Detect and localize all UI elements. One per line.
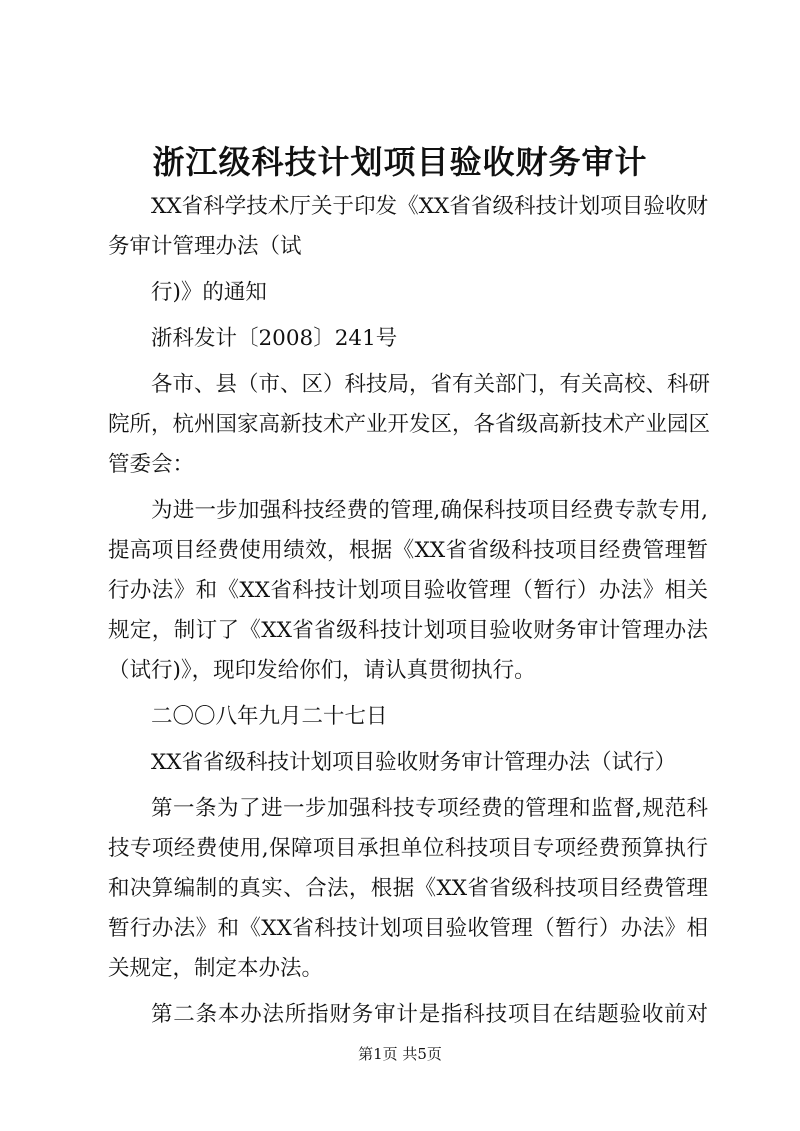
body-text-line: 二〇〇八年九月二十七日 <box>151 704 388 729</box>
body-text-line: 和决算编制的真实、合法，根据《XX省省级科技项目经费管理 <box>108 876 708 901</box>
body-text-line: 各市、县（市、区）科技局，省有关部门，有关高校、科研 <box>151 372 711 397</box>
body-text-line: 第一条为了进一步加强科技专项经费的管理和监督,规范科 <box>151 796 708 821</box>
body-text-line: 行办法》和《XX省科技计划项目验收管理（暂行）办法》相关 <box>108 578 708 603</box>
body-text-line: XX省省级科技计划项目验收财务审计管理办法（试行） <box>151 750 677 775</box>
body-text-line: 暂行办法》和《XX省科技计划项目验收管理（暂行）办法》相 <box>108 916 708 941</box>
body-text-line: 技专项经费使用,保障项目承担单位科技项目专项经费预算执行 <box>108 836 708 861</box>
body-text-line: 为进一步加强科技经费的管理,确保科技项目经费专款专用, <box>151 498 708 523</box>
body-text-line: 关规定，制定本办法。 <box>108 956 324 981</box>
body-text-line: 行)》的通知 <box>151 280 267 305</box>
body-text-line: 务审计管理办法（试 <box>108 234 302 259</box>
body-text-line: （试行)》，现印发给你们，请认真贯彻执行。 <box>108 658 536 683</box>
document-body <box>108 187 711 1035</box>
body-text-line: 浙科发计〔2008〕241号 <box>151 326 398 351</box>
body-text-line: XX省科学技术厅关于印发《XX省省级科技计划项目验收财 <box>151 194 708 219</box>
body-text-line: 规定，制订了《XX省省级科技计划项目验收财务审计管理办法 <box>108 618 708 643</box>
body-text-line: 提高项目经费使用绩效，根据《XX省省级科技项目经费管理暂 <box>108 538 708 563</box>
body-text-line: 院所，杭州国家高新技术产业开发区，各省级高新技术产业园区 <box>108 412 711 437</box>
body-text-line: 管委会： <box>108 452 195 477</box>
page-footer: 第1页 共5页 <box>358 1045 442 1063</box>
body-text-line: 第二条本办法所指财务审计是指科技项目在结题验收前对 <box>151 1002 708 1027</box>
document-title: 浙江级科技计划项目验收财务审计 <box>152 143 648 181</box>
